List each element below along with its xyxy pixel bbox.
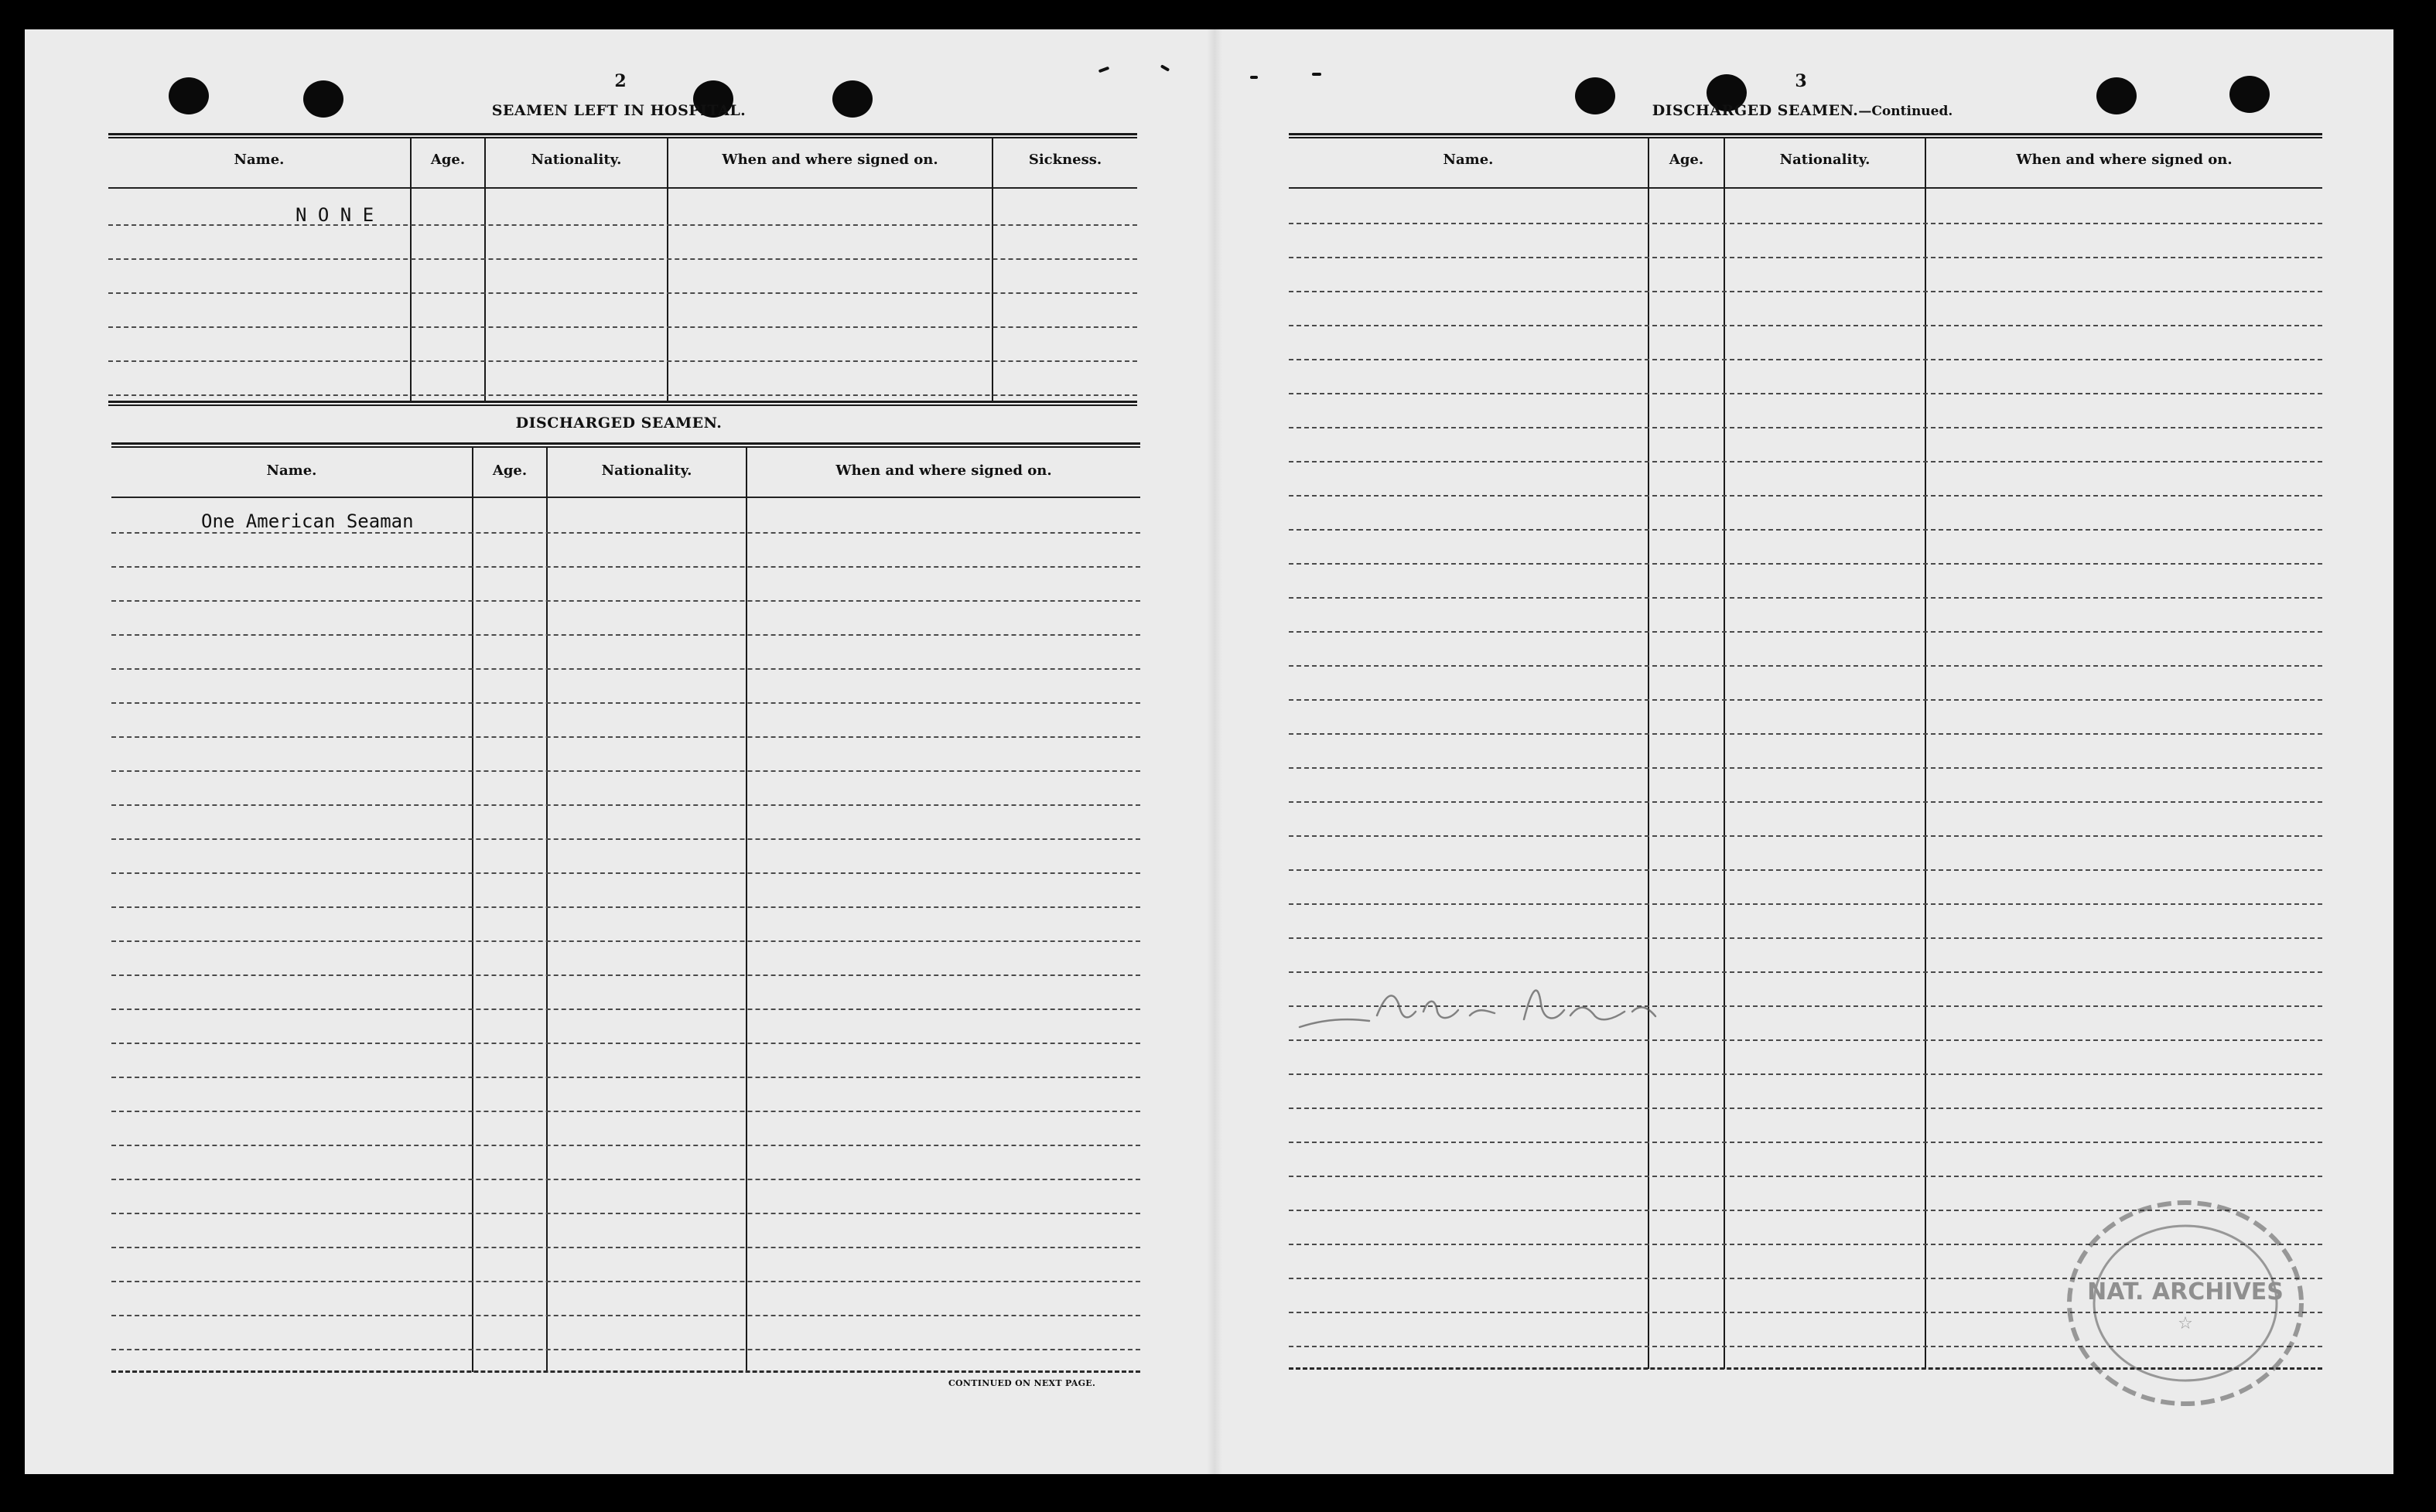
title-suffix: —Continued.: [1858, 104, 1953, 119]
row-line: [1289, 767, 2322, 769]
row-line: [1289, 699, 2322, 701]
discharged-section-title: DISCHARGED SEAMEN.: [515, 415, 723, 432]
column-divider: [992, 138, 993, 402]
page-fold: [1207, 29, 1222, 1474]
col-header-sickness: Sickness.: [1028, 152, 1102, 168]
header-underline: [1289, 187, 2322, 189]
col-header-name: Name.: [266, 462, 317, 479]
row-line: [108, 394, 1137, 396]
punch-hole-icon: [832, 80, 873, 118]
row-line: [111, 668, 1140, 670]
row-line: [1289, 495, 2322, 497]
punch-hole-icon: [303, 80, 343, 118]
col-header-age: Age.: [492, 462, 528, 479]
archive-stamp: [2058, 1191, 2313, 1415]
row-line: [111, 1009, 1140, 1010]
row-line: [108, 360, 1137, 362]
hospital-section-title: SEAMEN LEFT IN HOSPITAL.: [491, 102, 747, 119]
row-line: [1289, 903, 2322, 905]
handwritten-signature: [1292, 973, 1710, 1043]
row-line: [1289, 1176, 2322, 1177]
punch-hole-icon: [2096, 77, 2137, 114]
col-header-signed-on: When and where signed on.: [2016, 152, 2233, 168]
row-line: [1289, 1142, 2322, 1143]
col-header-signed-on: When and where signed on.: [835, 462, 1052, 479]
row-line: [111, 1179, 1140, 1180]
row-line: [111, 1213, 1140, 1214]
discharged-table-right: [1289, 133, 2322, 1375]
col-header-age: Age.: [430, 152, 466, 168]
table-top-rule: [111, 442, 1140, 448]
row-line: [111, 736, 1140, 738]
row-line: [1289, 665, 2322, 667]
row-line: [111, 1111, 1140, 1112]
row-line: [1289, 393, 2322, 394]
row-line: [108, 292, 1137, 294]
row-line: [1289, 223, 2322, 224]
row-line: [108, 258, 1137, 260]
row-line: [1289, 869, 2322, 871]
continued-note: CONTINUED ON NEXT PAGE.: [948, 1378, 1096, 1388]
discharged-entry: One American Seaman: [201, 510, 414, 532]
discharged-continued-title: [1601, 102, 2004, 119]
column-divider: [667, 138, 668, 402]
row-line: [111, 872, 1140, 874]
punch-hole-icon: [169, 77, 209, 114]
row-line: [111, 1077, 1140, 1078]
row-line: [1289, 427, 2322, 428]
stamp-text: NAT. ARCHIVES: [2087, 1278, 2284, 1306]
discharged-table-left: [111, 442, 1140, 1375]
row-line: [1289, 597, 2322, 599]
row-line: [111, 600, 1140, 602]
row-line: [108, 224, 1137, 226]
row-line: [111, 940, 1140, 942]
col-header-signed-on: When and where signed on.: [722, 152, 938, 168]
scan-mark: [1250, 76, 1258, 79]
column-divider: [1724, 138, 1725, 1369]
hospital-table: [108, 133, 1137, 408]
hospital-entry-none: N O N E: [296, 204, 374, 226]
col-header-age: Age.: [1669, 152, 1704, 168]
row-line: [1289, 733, 2322, 735]
column-divider: [746, 447, 747, 1372]
column-divider: [546, 447, 548, 1372]
row-line: [111, 770, 1140, 772]
column-divider: [472, 447, 473, 1372]
row-line: [1289, 1073, 2322, 1075]
col-header-name: Name.: [1443, 152, 1494, 168]
table-top-rule: [1289, 133, 2322, 138]
column-divider: [410, 138, 412, 402]
table-top-rule: [108, 133, 1137, 138]
title-text: DISCHARGED SEAMEN.: [1652, 102, 1859, 119]
row-line: [1289, 529, 2322, 531]
row-line: [111, 634, 1140, 636]
row-line: [111, 1247, 1140, 1248]
row-line: [1289, 563, 2322, 565]
row-line: [111, 1043, 1140, 1044]
page-number-right: 3: [1795, 71, 1807, 91]
row-line: [1289, 937, 2322, 939]
col-header-name: Name.: [234, 152, 285, 168]
row-line: [1289, 325, 2322, 326]
row-line: [1289, 801, 2322, 803]
scan-mark: [1312, 73, 1321, 76]
page-number-left: 2: [614, 71, 627, 91]
row-line: [111, 532, 1140, 534]
row-line: [111, 566, 1140, 568]
row-line: [1289, 631, 2322, 633]
row-line: [1289, 257, 2322, 258]
row-line: [111, 838, 1140, 840]
row-line: [111, 1349, 1140, 1350]
header-underline: [111, 497, 1140, 498]
svg-text:☆: ☆: [2178, 1314, 2193, 1333]
column-divider: [1925, 138, 1926, 1369]
row-line: [111, 906, 1140, 908]
header-underline: [108, 187, 1137, 189]
row-line: [1289, 359, 2322, 360]
row-line: [111, 1315, 1140, 1316]
row-line: [111, 974, 1140, 976]
punch-hole-icon: [2229, 76, 2270, 113]
row-line: [111, 1145, 1140, 1146]
row-line: [108, 326, 1137, 328]
col-header-nationality: Nationality.: [601, 462, 692, 479]
row-line: [111, 804, 1140, 806]
col-header-nationality: Nationality.: [531, 152, 622, 168]
row-line: [1289, 291, 2322, 292]
table-bottom-rule: [108, 401, 1137, 406]
row-line: [1289, 1108, 2322, 1109]
col-header-nationality: Nationality.: [1779, 152, 1871, 168]
row-line: [1289, 461, 2322, 462]
table-bottom-rule: [111, 1370, 1140, 1373]
row-line: [1289, 835, 2322, 837]
column-divider: [484, 138, 486, 402]
column-divider: [1648, 138, 1649, 1369]
row-line: [111, 1281, 1140, 1282]
row-line: [111, 702, 1140, 704]
